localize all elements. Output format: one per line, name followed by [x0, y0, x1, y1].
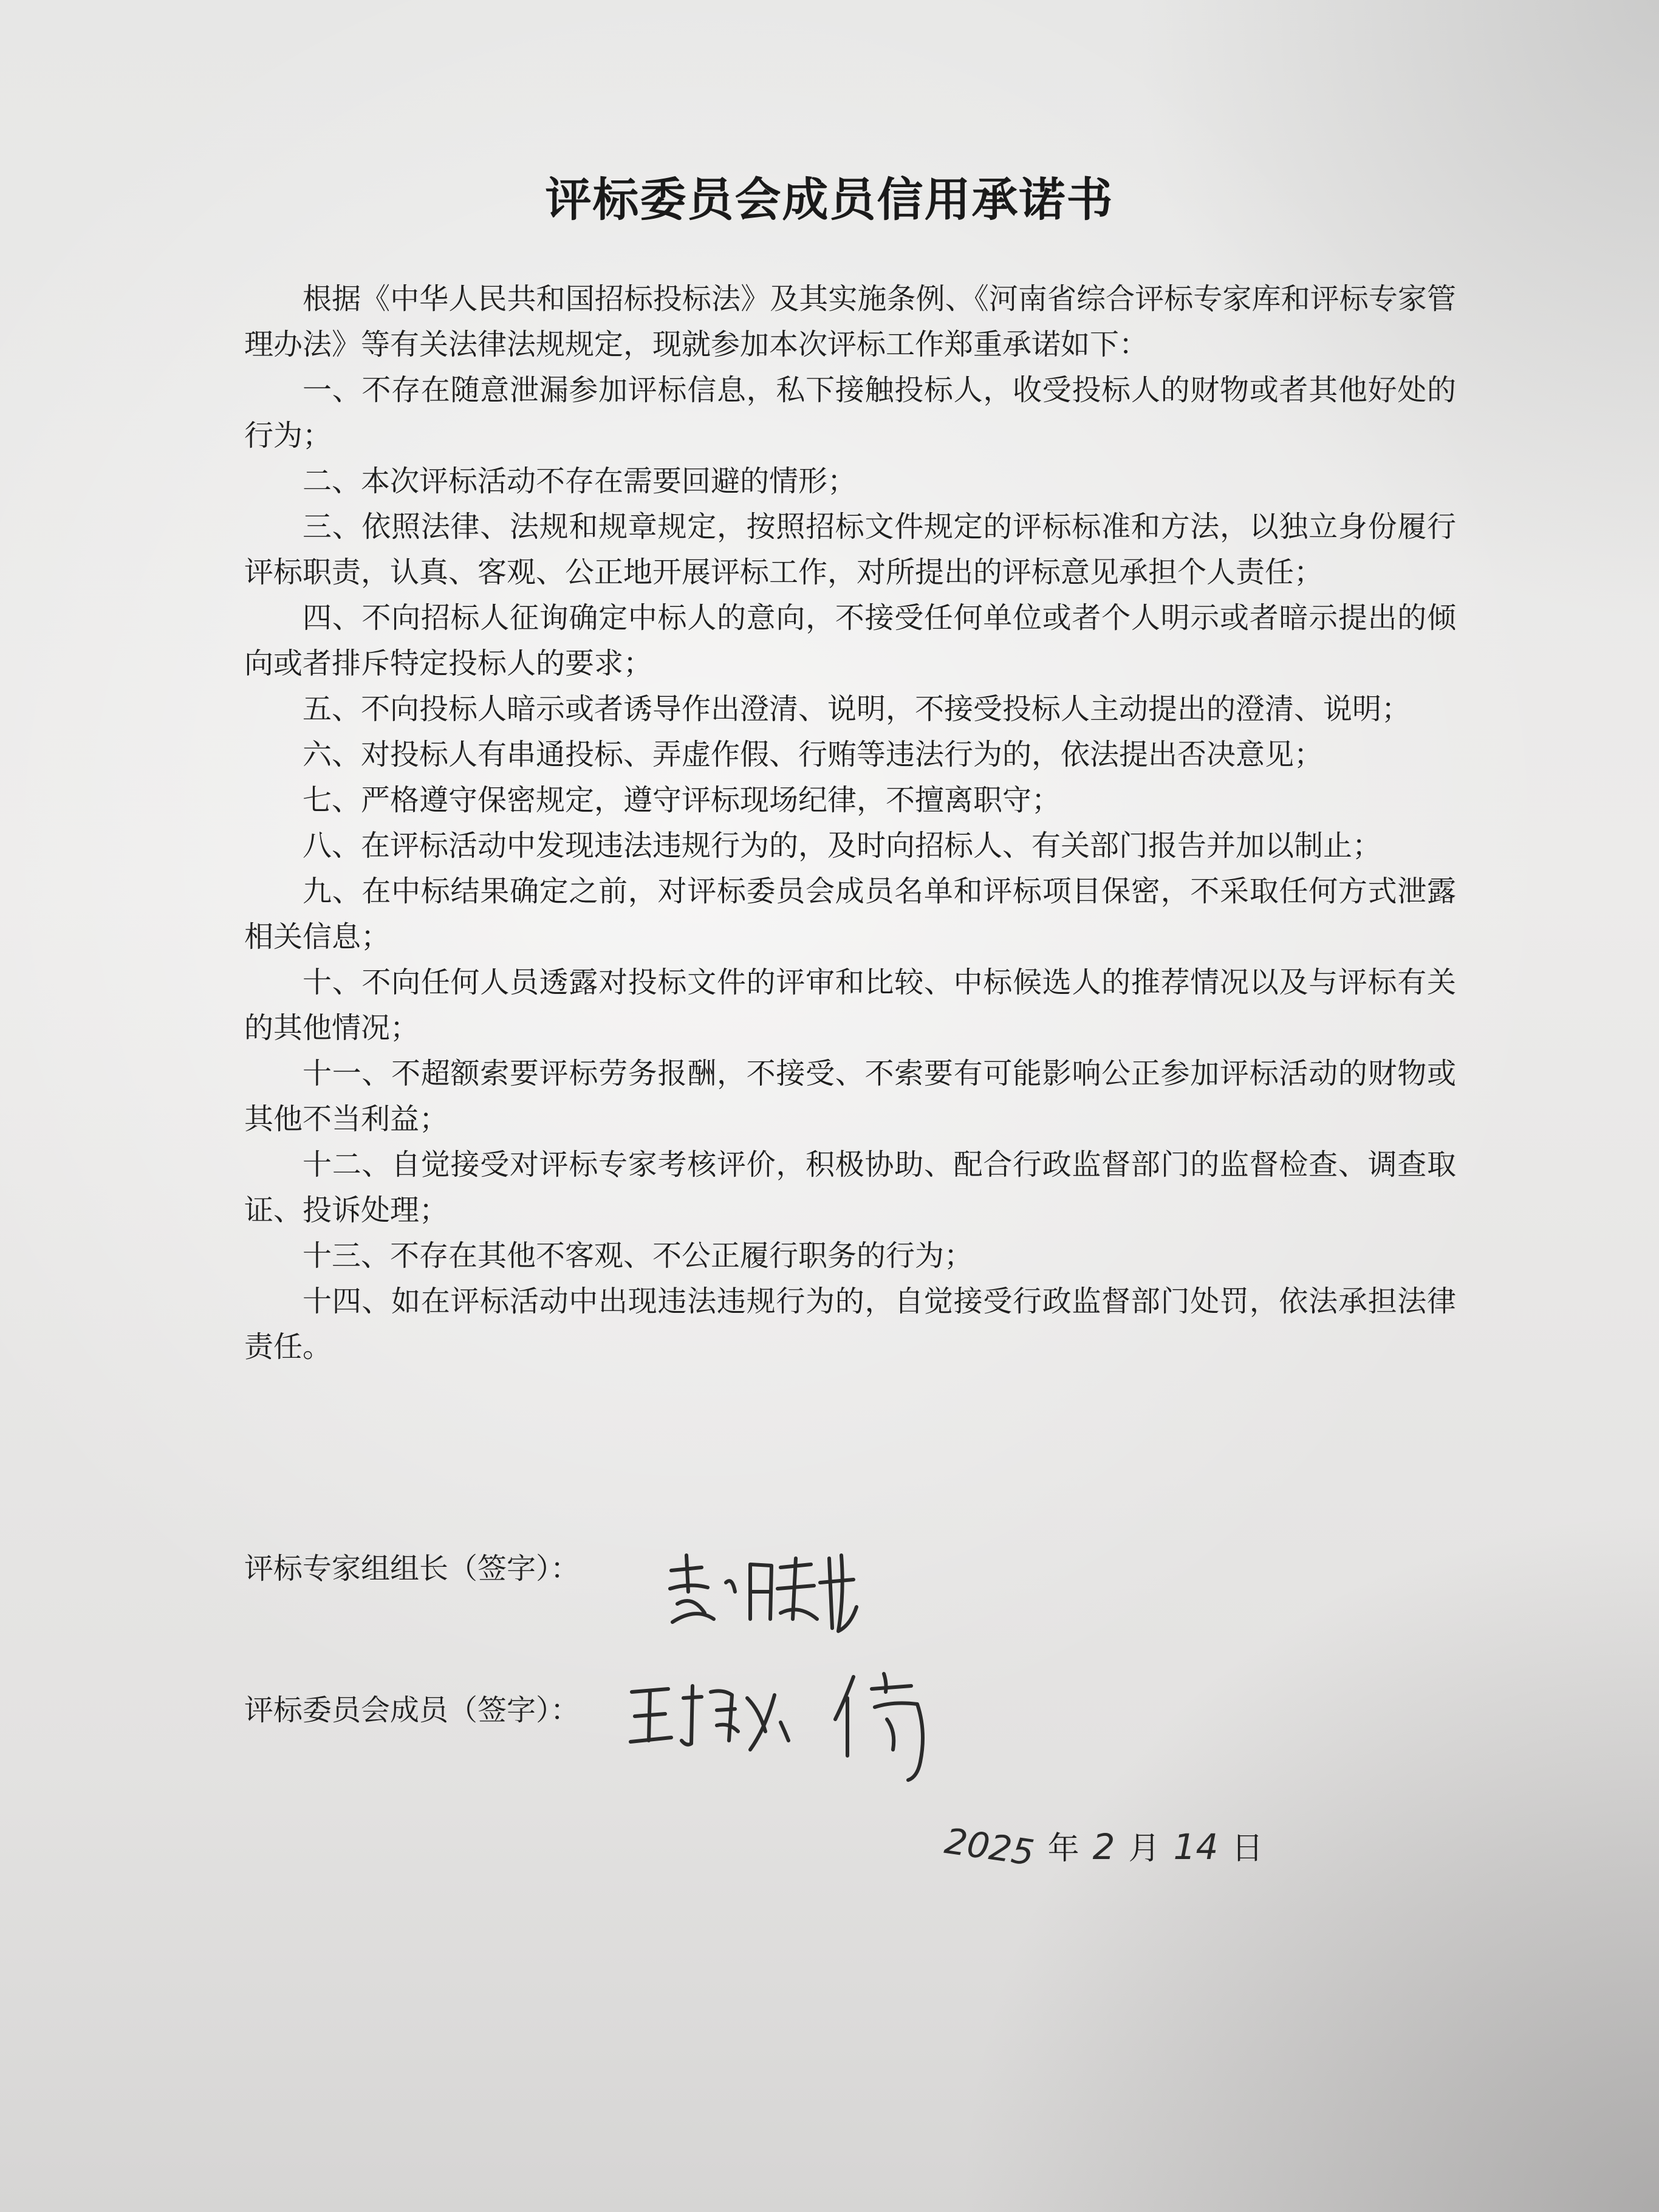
- clause-6: 六、对投标人有串通投标、弄虚作假、行贿等违法行为的，依法提出否决意见；: [303, 738, 1324, 772]
- member-signature-2: [826, 1665, 948, 1786]
- leader-signature-label: 评标专家组组长（签字）：: [244, 1552, 580, 1586]
- document-body: [244, 276, 1456, 1370]
- document-title: 评标委员会成员信用承诺书: [545, 173, 1114, 227]
- member-signature-1: [626, 1674, 796, 1759]
- members-signature-label: 评标委员会成员（签字）：: [244, 1693, 580, 1727]
- date-day: 14: [1173, 1826, 1219, 1868]
- clause-8: 八、在评标活动中发现违法违规行为的，及时向招标人、有关部门报告并加以制止；: [303, 829, 1382, 863]
- clause-4: 四、不向招标人征询确定中标人的意向，不接受任何单位或者个人明示或者暗示提出的倾向或者排斥特定投标人的要求；: [244, 601, 1456, 680]
- clause-12: 十二、自觉接受对评标专家考核评价，积极协助、配合行政监督部门的监督检查、调查取证、投诉处理；: [244, 1148, 1456, 1227]
- clause-11: 十一、不超额索要评标劳务报酬，不接受、不索要有可能影响公正参加评标活动的财物或其他不当利益；: [244, 1056, 1456, 1136]
- leader-signature: [659, 1546, 866, 1643]
- date-year: 2025: [942, 1820, 1037, 1874]
- clause-9: 九、在中标结果确定之前，对评标委员会成员名单和评标项目保密，不采取任何方式泄露相关信息；: [244, 874, 1456, 954]
- clause-14: 十四、如在评标活动中出现违法违规行为的，自觉接受行政监督部门处罚，依法承担法律责任。: [244, 1284, 1456, 1364]
- date-year-unit: 年: [1047, 1830, 1079, 1867]
- clause-3: 三、依照法律、法规和规章规定，按照招标文件规定的评标标准和方法，以独立身份履行评标职责，认真、客观、公正地开展评标工作，对所提出的评标意见承担个人责任；: [244, 510, 1456, 589]
- clause-7: 七、严格遵守保密规定，遵守评标现场纪律，不擅离职守；: [303, 783, 1061, 817]
- clause-1: 一、不存在随意泄漏参加评标信息，私下接触投标人，收受投标人的财物或者其他好处的行为；: [244, 373, 1456, 453]
- clause-13: 十三、不存在其他不客观、不公正履行职务的行为；: [303, 1239, 974, 1273]
- clause-2: 二、本次评标活动不存在需要回避的情形；: [303, 464, 857, 498]
- clause-5: 五、不向投标人暗示或者诱导作出澄清、说明，不接受投标人主动提出的澄清、说明；: [303, 692, 1411, 726]
- document-date: [942, 1820, 1264, 1877]
- date-month: 2: [1092, 1826, 1115, 1868]
- intro-paragraph: 根据《中华人民共和国招标投标法》及其实施条例、《河南省综合评标专家库和评标专家管理办法》等有关法律法规规定，现就参加本次评标工作郑重承诺如下：: [244, 282, 1456, 361]
- date-day-unit: 日: [1231, 1830, 1264, 1867]
- clause-10: 十、不向任何人员透露对投标文件的评审和比较、中标候选人的推荐情况以及与评标有关的其他情况；: [244, 965, 1456, 1045]
- date-month-unit: 月: [1128, 1830, 1160, 1867]
